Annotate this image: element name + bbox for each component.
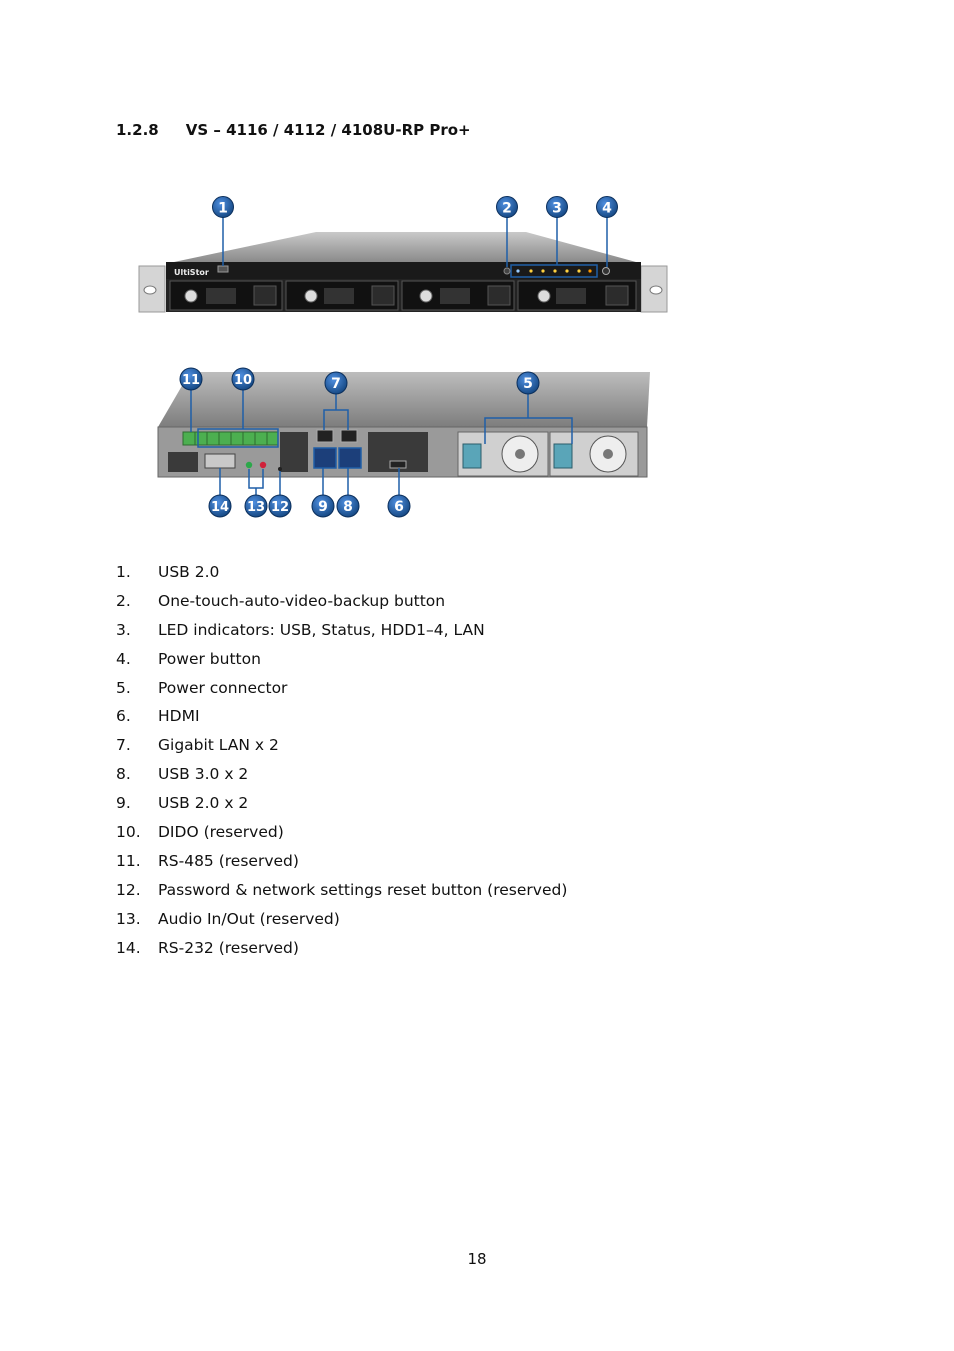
- svg-text:9: 9: [318, 499, 328, 515]
- section-title: VS – 4116 / 4112 / 4108U-RP Pro+: [185, 121, 471, 139]
- list-item: 5. Power connector: [116, 678, 288, 697]
- list-item: 3. LED indicators: USB, Status, HDD1–4, LAN: [116, 620, 485, 639]
- front-usb-port-icon: [218, 266, 228, 272]
- lan-port-2: [341, 430, 357, 442]
- list-item: 13. Audio In/Out (reserved): [116, 909, 340, 928]
- callout-10: [232, 368, 254, 390]
- svg-text:10: 10: [233, 373, 253, 388]
- list-item: 10. DIDO (reserved): [116, 823, 284, 842]
- svg-text:6: 6: [394, 499, 404, 515]
- list-item: 9. USB 2.0 x 2: [116, 794, 249, 813]
- section-number: 1.2.8: [116, 121, 159, 139]
- svg-text:1: 1: [218, 200, 228, 217]
- audio-out-jack: [260, 462, 266, 468]
- callout-8: [337, 495, 359, 517]
- lan-port-1: [317, 430, 333, 442]
- callout-1: [213, 197, 234, 218]
- list-item: 6. HDMI: [116, 707, 200, 726]
- usb2-ports: [314, 448, 336, 468]
- svg-text:12: 12: [270, 500, 290, 515]
- callout-12: [269, 495, 291, 517]
- backup-button-icon: [504, 268, 510, 274]
- list-item: 1. USB 2.0: [116, 563, 220, 581]
- callout-2: [497, 197, 518, 218]
- svg-text:3: 3: [552, 200, 562, 217]
- svg-text:2: 2: [502, 200, 512, 217]
- callout-14: [209, 495, 231, 517]
- section-heading: [116, 121, 471, 139]
- list-item: 7. Gigabit LAN x 2: [116, 736, 279, 755]
- callout-9: [312, 495, 334, 517]
- svg-text:4: 4: [602, 200, 612, 217]
- svg-text:14: 14: [210, 500, 230, 515]
- list-item: 8. USB 3.0 x 2: [116, 765, 249, 784]
- list-item: 4. Power button: [116, 649, 261, 668]
- chassis-top: [174, 232, 636, 262]
- list-item: 14. RS-232 (reserved): [116, 938, 299, 957]
- audio-in-jack: [246, 462, 252, 468]
- front-panel-figure: [136, 190, 672, 320]
- callout-7: [325, 372, 347, 394]
- svg-text:8: 8: [343, 499, 353, 515]
- callout-5: [517, 372, 539, 394]
- svg-text:11: 11: [181, 373, 201, 388]
- callout-4: [597, 197, 618, 218]
- svg-text:13: 13: [246, 500, 266, 515]
- callout-6: [388, 495, 410, 517]
- hdmi-port: [390, 461, 406, 468]
- reset-button-icon: [278, 467, 282, 471]
- rs232-port: [205, 454, 235, 468]
- usb3-ports: [339, 448, 361, 468]
- rear-panel-figure: [150, 362, 655, 522]
- callout-3: [547, 197, 568, 218]
- callout-13: [245, 495, 267, 517]
- list-item: 12. Password & network settings reset button (reserved): [116, 880, 568, 899]
- drive-trays: [170, 281, 636, 310]
- page-number: 18: [467, 1250, 487, 1268]
- svg-text:5: 5: [523, 376, 533, 392]
- brand-logo: UltiStor: [174, 268, 209, 277]
- svg-text:7: 7: [331, 376, 341, 392]
- component-list: [116, 561, 567, 965]
- list-item: 11. RS-485 (reserved): [116, 851, 299, 870]
- callout-11: [180, 368, 202, 390]
- list-item: 2. One-touch-auto-video-backup button: [116, 591, 446, 610]
- power-button-icon: [603, 268, 610, 275]
